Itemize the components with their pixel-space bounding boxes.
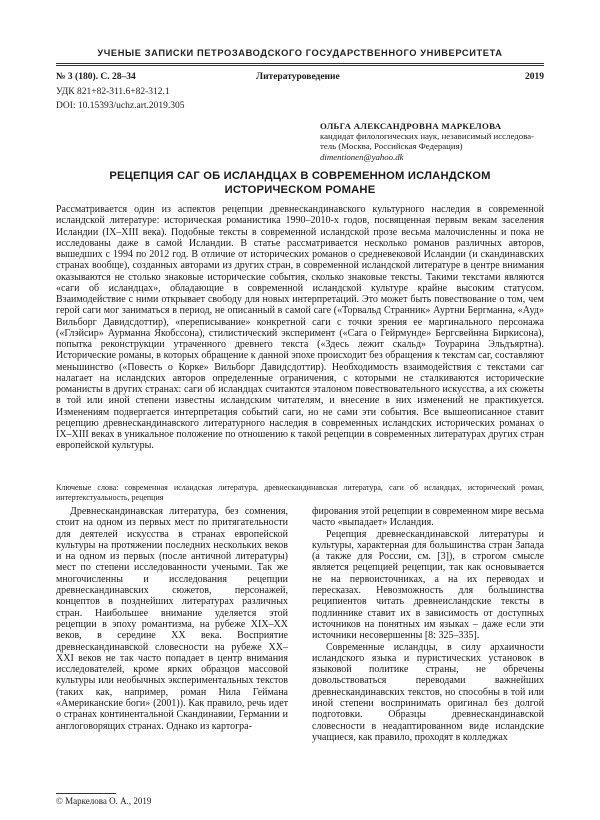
title-line-2: ИСТОРИЧЕСКОМ РОМАНЕ [224,183,376,196]
footer-rule [56,793,116,794]
body-paragraph: Рецепция древнескандинавской литературы и культуры, характерная для большинства стран Запада (а также для России, см. [3]), в строгом смысле является рецепцией рецепции, так как основывается не на первоисточниках, а на их переводах и пересказах. Невозможность для большинства реципиентов читать древнеисландские тексты в подлиннике ставит их в зависимость от доступных источников на понятных им языках – даже если эти источники несовершенны [8: 325–335]. [312,528,544,642]
author-affiliation: тель (Москва, Российская Федерация) [320,141,463,152]
author-email[interactable]: dimentionen@yahoo.dk [320,151,404,162]
article-title [0,170,600,197]
issue-year: 2019 [525,72,544,82]
header-rule-bottom [56,65,544,66]
author-degree: кандидат филологических наук, независимый исследова- [320,131,534,142]
body-paragraph: фирования этой рецепции в современном мире весьма часто «выпадает» Исландия. [312,506,544,529]
body-column-left [56,506,288,786]
copyright: © Маркелова О. А., 2019 [56,796,152,806]
keywords: Ключевые слова: современная исландская литература, древнескандинавская литература, саги об исландцах, исторический роман, интертекстуальность, рецепция [56,483,544,502]
body-paragraph: Древнескандинавская литература, без сомнения, стоит на одном из первых мест по притягательности для деятелей искусства в странах европейской культуры на протяжении последних нескольких веков и на одном из первых (после античной литературы) мест по степени исследованности учеными. Так же многочисленны и исследования рецепции древнескандинавских сюжетов, персонажей, концептов в позднейших литературах различных стран. Наибольшее внимание уделяется этой рецепции в эпоху романтизма, на рубеже XIX–XX веков, в середине XX века. Восприятие древнескандинавской словесности на рубеже XX–XXI веков не так часто попадает в центр внимания исследователей, кроме ярких образцов массовой культуры или необычных экспериментальных текстов (таких как, например, роман Нила Геймана «Американские боги» (2001)). Как правило, речь идет о странах континентальной Скандинавии, Германии и англоговорящих странах. Однако из картогра- [56,506,288,732]
section-name: Литературоведение [256,72,340,82]
header-rule-top [56,63,544,64]
udc-code: УДК 821+82-311.6+82-312.1 [56,87,170,97]
abstract [56,204,544,452]
journal-header: УЧЕНЫЕ ЗАПИСКИ ПЕТРОЗАВОДСКОГО ГОСУДАРСТВЕННОГО УНИВЕРСИТЕТА [97,48,503,58]
issue-number: № 3 (180). С. 28–34 [56,72,136,82]
body-paragraph: Современные исландцы, в силу архаичности исландского языка и пуристических установок в языковой политике страны, не обречены довольствоваться переводами важнейших древнескандинавских текстов, но способны в той или иной степени воспринимать оригинал без долгой подготовки. Образцы древнескандинавской словесности в неадаптированном виде исландские учащиеся, как правило, проходят в колледжах [312,641,544,743]
doi[interactable]: DOI: 10.15393/uchz.art.2019.305 [56,101,185,111]
abstract-text: Рассматривается один из аспектов рецепции древнескандинавского культурного наследия в современной исландской литературе: историческая романистика 1990–2010-х годов, посвященная первым векам заселения Исландии (IX–XIII века). Подобные тексты в современной исландской прозе весьма малочисленны и пока не исследованы даже в самой Исландии. В статье рассматривается несколько романов различных авторов, вышедших с 1994 по 2012 год. В отличие от исторических романов о средневековой Исландии (и скандинавских странах вообще), созданных авторами из других стран, в современной исландской литературе в центре внимания оказываются не столько знаковые исторические события, сколько знаковые тексты. Такими текстами являются «саги об исландцах», обладающие в современной исландской культуре крайне высоким статусом. Взаимодействие с ними открывает свободу для новых интерпретаций. Это может быть повествование о том, чем герой саги мог заниматься в период, не описанный в самой саге («Торвальд Странник» Ауртни Бергманна, «Ауд» Вильборг Давидсдоттир), «переписывание» конкретной саги с точки зрения ее маргинального персонажа («Глэйсир» Аурманна Якобссона), стилистический эксперимент («Сага о Гейрмунде» Бергсвейнна Биркисона), попытка реконструкции утраченного древнего текста («Здесь лежит скальд» Тоурарина Эльдъяртна). Исторические романы, в которых обращение к данной эпохе происходит без обращения к текстам саг, составляют меньшинство («Повесть о Корке» Вильборг Давидсдоттир). Необходимость взаимодействия с текстами саг налагает на исландских авторов определенные ограничения, с которыми не сталкиваются исторические романисты в других странах: саги об исландцах считаются эталоном повествовательного искусства, а их сюжеты в той или иной степени известны исландским читателям, и внесение в них изменений не практикуется. Изменениям подвергается интерпретация событий саги, но не сами эти события. Все вышеописанное ставит рецепцию древнескандинавского литературного наследия в современных исландских исторических романах о IX–XIII веках в уникальное положение по отношению к такой рецепции в современных литературах других стран европейской культуры. [56,204,544,452]
author-block [320,121,550,162]
author-name: ОЛЬГА АЛЕКСАНДРОВНА МАРКЕЛОВА [320,121,502,131]
body-column-right [312,506,544,796]
issue-meta-line [56,72,544,85]
title-line-1: РЕЦЕПЦИЯ САГ ОБ ИСЛАНДЦАХ В СОВРЕМЕННОМ ИСЛАНДСКОМ [109,170,491,182]
